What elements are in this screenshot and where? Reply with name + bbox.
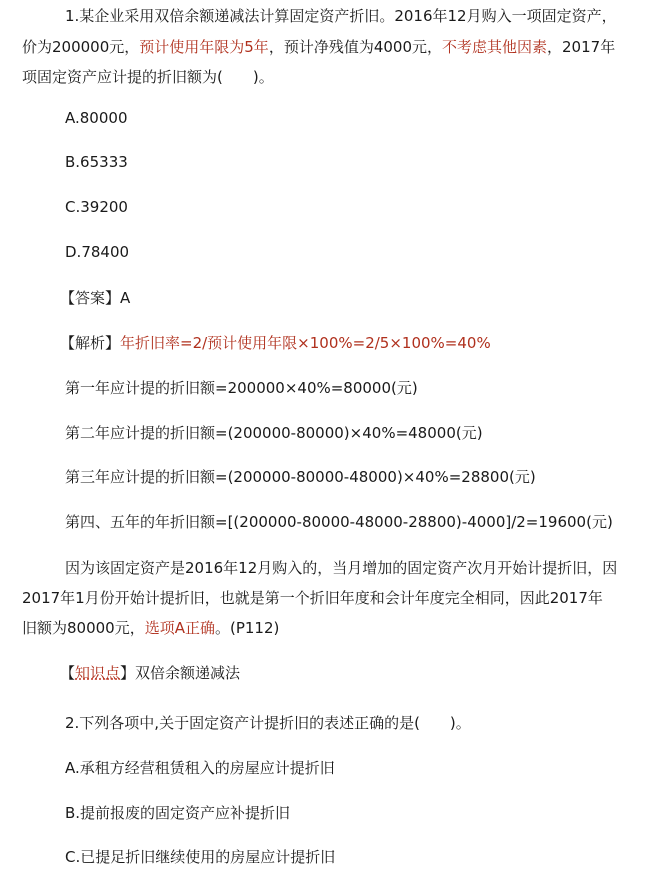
q1-knowledge-open: 【 <box>60 664 76 682</box>
q1-stem-line-3: 项固定资产应计提的折旧额为( )。 <box>22 68 274 86</box>
q1-stem-2d: 不考虑其他因素 <box>442 38 548 56</box>
q1-stem-2b: 预计使用年限为5年 <box>139 38 269 56</box>
q1-step-1: 第一年应计提的折旧额=200000×40%=80000(元) <box>65 379 418 397</box>
q1-knowledge-text: 双倍余额递减法 <box>135 664 241 682</box>
q2-stem: 2.下列各项中,关于固定资产计提折旧的表述正确的是( )。 <box>65 714 471 732</box>
q1-explain-3b: 选项A正确 <box>144 619 215 637</box>
q1-knowledge-close: 】 <box>120 664 136 682</box>
q1-stem-2e: ，2017年 <box>547 38 616 56</box>
q1-explain-3a: 旧额为80000元， <box>22 619 145 637</box>
q1-knowledge-label: 知识点 <box>75 664 121 682</box>
q1-option-d: D.78400 <box>65 243 130 261</box>
q1-explain-line-2: 2017年1月份开始计提折旧，也就是第一个折旧年度和会计年度完全相同，因此2017年 <box>22 589 603 607</box>
q1-stem-2a: 价为200000元， <box>22 38 140 56</box>
q1-explain-line-3 <box>22 618 279 638</box>
q2-option-a: A.承租方经营租赁租入的房屋应计提折旧 <box>65 759 335 777</box>
q1-stem-2c: ，预计净残值为4000元， <box>268 38 442 56</box>
q2-option-b: B.提前报废的固定资产应补提折旧 <box>65 804 291 822</box>
q2-option-c: C.已提足折旧继续使用的房屋应计提折旧 <box>65 848 336 866</box>
q1-stem-line-2 <box>22 37 615 57</box>
q1-knowledge-point <box>60 663 240 683</box>
q1-step-4: 第四、五年的年折旧额=[(200000-80000-48000-28800)-4000]/2=19600(元) <box>65 513 613 531</box>
q1-explain-line-1: 因为该固定资产是2016年12月购入的，当月增加的固定资产次月开始计提折旧，因 <box>65 559 618 577</box>
q1-option-c: C.39200 <box>65 198 128 216</box>
q1-step-2: 第二年应计提的折旧额=(200000-80000)×40%=48000(元) <box>65 424 483 442</box>
q1-analysis-text: 年折旧率=2/预计使用年限×100%=2/5×100%=40% <box>120 334 491 352</box>
q1-option-b: B.65333 <box>65 153 128 171</box>
q1-analysis <box>60 333 491 353</box>
q1-explain-3c: 。(P112) <box>214 619 280 637</box>
q1-stem-line-1: 1.某企业采用双倍余额递减法计算固定资产折旧。2016年12月购入一项固定资产， <box>65 7 617 25</box>
q1-option-a: A.80000 <box>65 109 128 127</box>
q1-step-3: 第三年应计提的折旧额=(200000-80000-48000)×40%=28800(元) <box>65 468 536 486</box>
q1-answer: 【答案】A <box>60 289 131 307</box>
q1-analysis-label: 【解析】 <box>60 334 121 352</box>
